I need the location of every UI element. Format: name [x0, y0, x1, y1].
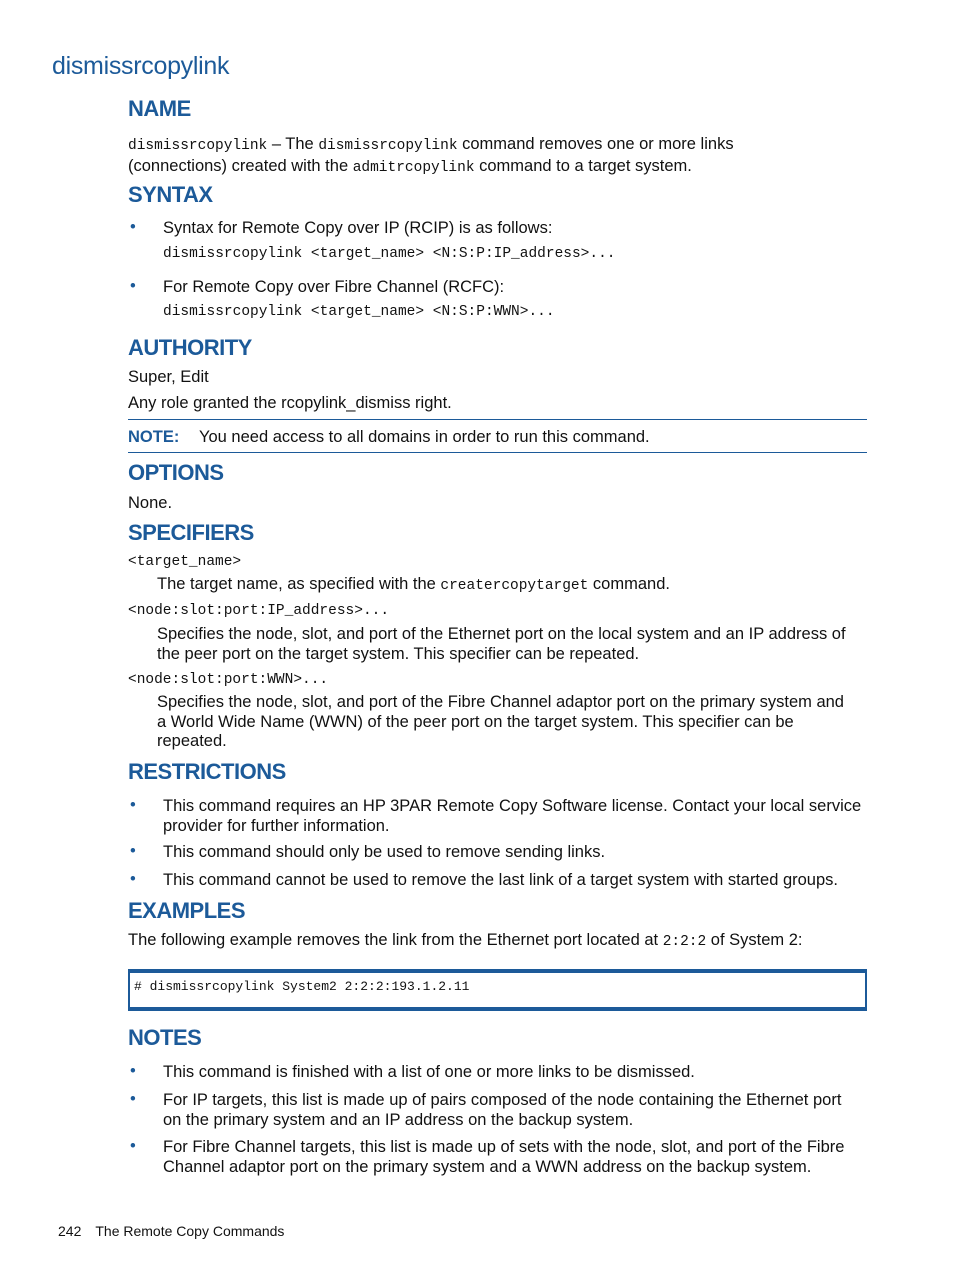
specifier-def-pre: The target name, as specified with the: [157, 575, 441, 593]
bullet-icon: •: [130, 796, 136, 814]
note-bottom-rule: [128, 452, 867, 453]
specifier-def-line: Specifies the node, slot, and port of the Ethernet port on the local system and an IP address of: [157, 625, 846, 643]
restriction-line: This command requires an HP 3PAR Remote Copy Software license. Contact your local service: [163, 797, 862, 815]
name-heading: NAME: [128, 96, 191, 121]
specifier-def-line: a World Wide Name (WWN) of the peer port on the target system. This specifier can be: [157, 712, 794, 731]
specifier-term-wwn: <node:slot:port:WWN>...: [128, 672, 329, 688]
authority-line-2: Any role granted the rcopylink_dismiss right.: [128, 394, 452, 412]
page-number: 242: [58, 1223, 82, 1239]
examples-text: [128, 930, 868, 952]
specifier-def-ip-address: [157, 625, 869, 664]
bullet-icon: •: [130, 842, 136, 860]
notes-item: This command is finished with a list of one or more links to be dismissed.: [163, 1063, 695, 1081]
page-footer: [58, 1223, 298, 1239]
note-top-rule: [128, 419, 867, 420]
restrictions-heading: RESTRICTIONS: [128, 759, 286, 784]
restriction-line: provider for further information.: [163, 817, 390, 835]
restriction-item: This command should only be used to remove sending links.: [163, 843, 606, 861]
createrc-command: creatercopytarget: [440, 578, 589, 594]
notes-line: on the primary system and an IP address on the backup system.: [163, 1111, 634, 1129]
bullet-icon: •: [130, 870, 136, 888]
bullet-icon: •: [130, 1137, 136, 1155]
name-text-3: command to a target system.: [474, 157, 692, 175]
options-text: None.: [128, 494, 173, 512]
authority-heading: AUTHORITY: [128, 335, 252, 360]
name-dash: – The: [267, 135, 319, 153]
notes-line: Channel adaptor port on the primary system and a WWN address on the backup system.: [163, 1158, 812, 1176]
examples-heading: EXAMPLES: [128, 898, 246, 923]
bullet-icon: •: [130, 1062, 136, 1080]
notes-line: For IP targets, this list is made up of pairs composed of the node containing the Ethernet port: [163, 1091, 842, 1109]
specifier-def-target-name: [157, 575, 869, 597]
specifier-def-line: repeated.: [157, 732, 227, 750]
specifier-def-line: the peer port on the target system. This specifier can be repeated.: [157, 644, 640, 663]
restriction-item: [163, 796, 868, 836]
bullet-icon: •: [130, 277, 136, 295]
examples-text-pre: The following example removes the link from the Ethernet port located at: [128, 931, 663, 949]
name-text-2: (connections) created with the: [128, 157, 353, 175]
name-line-2: [128, 156, 868, 178]
notes-heading: NOTES: [128, 1025, 202, 1050]
specifier-term-ip-address: <node:slot:port:IP_address>...: [128, 603, 390, 619]
code-block-text: # dismissrcopylink System2 2:2:2:193.1.2.11: [134, 979, 470, 994]
bullet-icon: •: [130, 1090, 136, 1108]
restriction-item: This command cannot be used to remove the last link of a target system with started groups.: [163, 871, 838, 889]
syntax-item-1-text: Syntax for Remote Copy over IP (RCIP) is as follows:: [163, 219, 553, 237]
examples-text-post: of System 2:: [706, 931, 803, 949]
specifier-def-line: Specifies the node, slot, and port of the Fibre Channel adaptor port on the primary system and: [157, 693, 844, 711]
specifier-def-wwn: [157, 693, 869, 752]
syntax-item-1-code: dismissrcopylink <target_name> <N:S:P:IP_address>...: [163, 246, 616, 262]
name-text-1: command removes one or more links: [457, 135, 734, 153]
admit-command: admitrcopylink: [352, 160, 475, 176]
authority-line-1: Super, Edit: [128, 368, 209, 386]
syntax-item-2-code: dismissrcopylink <target_name> <N:S:P:WWN>...: [163, 304, 555, 320]
options-heading: OPTIONS: [128, 460, 224, 485]
notes-item: [163, 1137, 868, 1177]
name-paragraph: [128, 134, 868, 178]
name-line-1: [128, 134, 868, 156]
note-text: You need access to all domains in order to run this command.: [199, 428, 650, 446]
examples-port-code: 2:2:2: [662, 934, 707, 950]
specifiers-heading: SPECIFIERS: [128, 520, 254, 545]
command-name-inline: dismissrcopylink: [318, 138, 458, 154]
page-title: dismissrcopylink: [52, 52, 230, 80]
note-label: NOTE:: [128, 428, 180, 446]
specifier-def-post: command.: [588, 575, 670, 593]
notes-line: For Fibre Channel targets, this list is made up of sets with the node, slot, and port of the Fibre: [163, 1138, 845, 1156]
footer-section: The Remote Copy Commands: [95, 1223, 285, 1239]
notes-item: [163, 1090, 868, 1130]
syntax-item-2-text: For Remote Copy over Fibre Channel (RCFC):: [163, 278, 505, 296]
syntax-heading: SYNTAX: [128, 182, 213, 207]
command-name: dismissrcopylink: [128, 138, 268, 154]
bullet-icon: •: [130, 218, 136, 236]
specifier-term-target-name: <target_name>: [128, 554, 242, 570]
